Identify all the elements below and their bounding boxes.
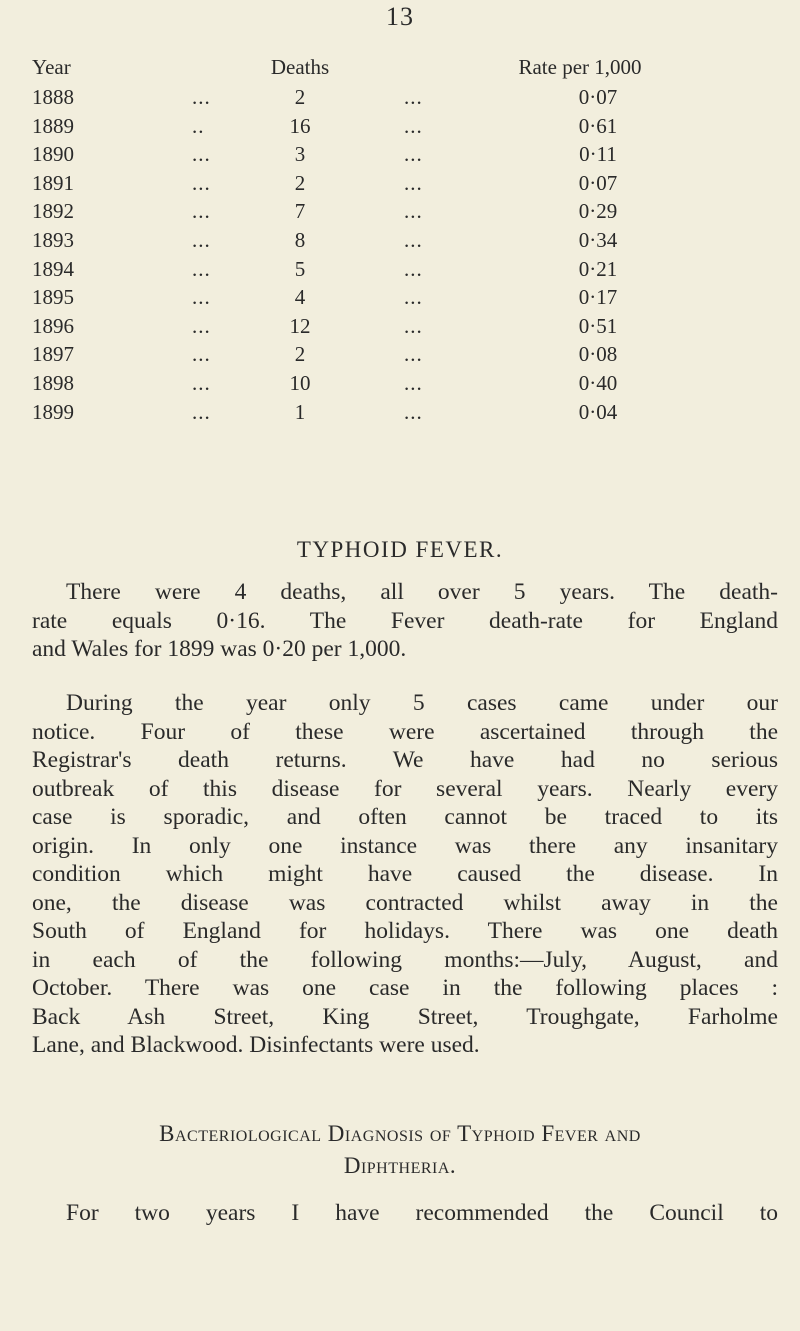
leader-dots: ... [192,342,211,367]
paragraph-line: notice. Four of these were ascertained through the [32,718,778,745]
table-header [0,53,800,81]
paragraph-line: South of England for holidays. There was one death [32,918,778,944]
paragraph-line: outbreak of this disease for several years. Nearly every [32,775,778,802]
year-cell: 1899 [32,399,74,424]
paragraph-line: in each of the following months:—July, August, and [32,946,778,973]
deaths-cell: 8 [294,228,306,252]
deaths-cell: 7 [294,199,306,224]
year-cell: 1889 [32,113,74,138]
paragraph-line: There were 4 deaths, all over 5 years. The death- [66,579,778,605]
table-row [0,226,800,254]
leader-dots: ... [192,170,211,195]
leader-dots: ... [192,285,211,310]
paragraph-line: October. There was one case in the following places : [32,975,778,1001]
paragraph-line: Registrar's death returns. We have had no serious [32,747,778,773]
table-row [0,369,800,397]
table-row [0,283,800,311]
header-year: Year [32,55,71,79]
paragraph-line: rate equals 0·16. The Fever death-rate for England [32,607,778,634]
deaths-cell: 16 [289,113,311,138]
paragraph-3 [32,1199,778,1228]
rate-cell: 0·07 [578,170,618,195]
rate-cell: 0·11 [579,142,617,167]
year-cell: 1898 [32,371,74,395]
leader-dots: ... [192,228,211,252]
heading-line-1: Bacteriological Diagnosis of Typhoid Fever and [159,1121,641,1146]
rate-cell: 0·07 [578,85,618,109]
paragraph-line: and Wales for 1899 was 0·20 per 1,000. [32,636,407,662]
leader-dots: ... [192,85,211,109]
deaths-cell: 1 [294,399,306,424]
rate-cell: 0·04 [578,399,618,424]
year-cell: 1896 [32,313,74,338]
year-cell: 1893 [32,228,74,252]
leader-dots: ... [404,228,423,252]
year-cell: 1888 [32,85,74,109]
page-number: 13 [386,2,414,31]
rate-cell: 0·40 [578,371,618,395]
paragraph-line: one, the disease was contracted whilst away in the [32,889,778,916]
table-row [0,112,800,140]
table-row [0,197,800,225]
year-cell: 1894 [32,256,74,281]
leader-dots: ... [404,199,423,224]
rate-cell: 0·17 [578,285,618,310]
rate-cell: 0·61 [578,113,618,138]
paragraph-line: Back Ash Street, King Street, Troughgate, Farholme [32,1003,778,1030]
paragraph-line: For two years I have recommended the Council to [66,1200,778,1226]
leader-dots: ... [192,399,211,424]
leader-dots: ... [192,256,211,281]
deaths-cell: 4 [294,285,306,310]
leader-dots: ... [192,371,211,395]
deaths-cell: 2 [294,342,306,367]
year-cell: 1892 [32,199,74,224]
bacteriological-heading [0,1118,800,1182]
leader-dots: ... [404,85,423,109]
rate-cell: 0·21 [578,256,618,281]
deaths-cell: 3 [294,142,306,167]
table-row [0,169,800,197]
deaths-cell: 10 [289,371,311,395]
rate-cell: 0·29 [578,199,618,224]
deaths-cell: 2 [294,85,306,109]
header-rate: Rate per 1,000 [518,55,642,79]
leader-dots: ... [192,313,211,338]
leader-dots: ... [404,113,423,138]
year-cell: 1895 [32,285,74,310]
year-cell: 1891 [32,170,74,195]
deaths-cell: 12 [289,313,311,338]
deaths-cell: 5 [294,256,306,281]
leader-dots: ... [404,399,423,424]
leader-dots: ... [404,142,423,167]
paragraph-line: Lane, and Blackwood. Disinfectants were used. [32,1032,480,1058]
leader-dots: ... [404,313,423,338]
rate-cell: 0·51 [578,313,618,338]
year-cell: 1897 [32,342,74,367]
section-title: TYPHOID FEVER. [296,537,504,562]
paragraph-line: During the year only 5 cases came under our [66,690,778,716]
leader-dots: ... [404,371,423,395]
paragraph-line: condition which might have caused the disease. In [32,861,778,887]
paragraph-line: origin. In only one instance was there any insanitary [32,832,778,859]
table-row [0,83,800,111]
rate-cell: 0·08 [578,342,618,367]
heading-line-2: Diphtheria. [343,1153,457,1178]
header-deaths: Deaths [270,55,330,79]
leader-dots: ... [404,342,423,367]
table-row [0,312,800,340]
deaths-cell: 2 [294,170,306,195]
leader-dots: ... [404,170,423,195]
table-row [0,398,800,426]
paragraph-1 [32,578,778,664]
leader-dots: ... [404,256,423,281]
leader-dots: ... [192,199,211,224]
table-row [0,255,800,283]
leader-dots: ... [404,285,423,310]
paragraph-2 [32,689,778,1060]
table-row [0,340,800,368]
table-row [0,140,800,168]
paragraph-line: case is sporadic, and often cannot be traced to its [32,804,778,830]
leader-dots: ... [192,142,211,167]
year-cell: 1890 [32,142,74,167]
rate-cell: 0·34 [578,228,618,252]
leader-dots: .. [192,113,205,138]
